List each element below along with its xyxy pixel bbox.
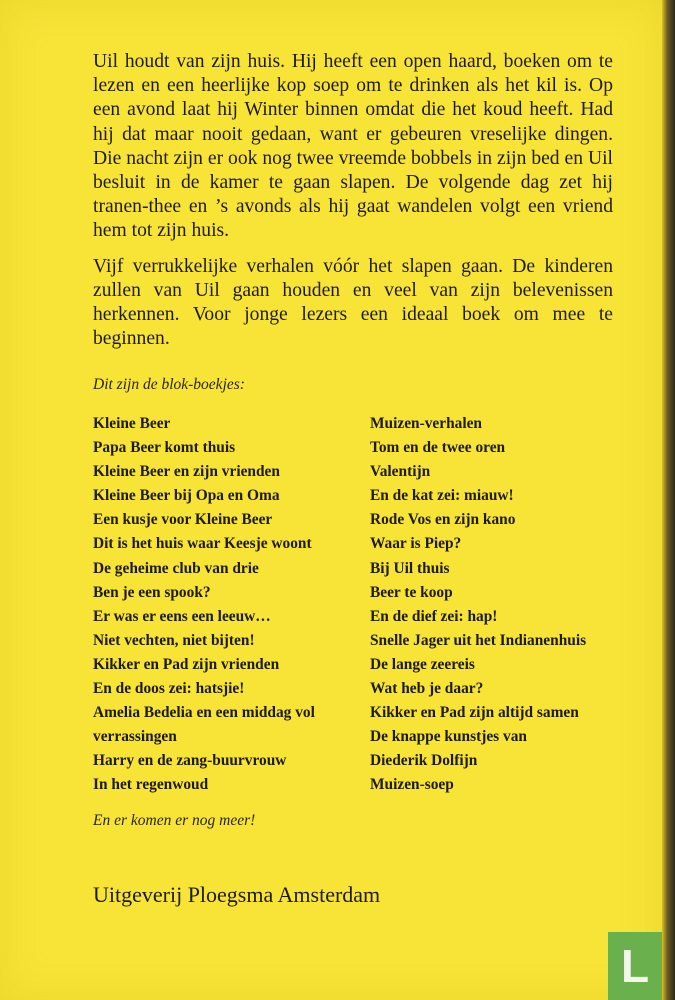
title-item: Kleine Beer bij Opa en Oma xyxy=(93,487,280,505)
title-item: De knappe kunstjes van xyxy=(370,728,527,746)
title-item: Beer te koop xyxy=(370,583,453,601)
blurb-paragraph-1: Uil houdt van zijn huis. Hij heeft een open haard, boeken om te lezen en een heerlijke kop soep om te drinken als het kil is. Op een avond laat hij Winter binnen omdat die het koud heeft. Had hij dat maar nooit gedaan, want er gebeuren vreselijke dingen. Die nacht zijn er ook nog twee vreemde bobbels in zijn bed en Uil besluit in de kamer te gaan slapen. De volgende dag zet hij tranen-thee en ’s avonds als hij gaat wandelen volgt een vriend hem tot zijn huis. xyxy=(93,51,613,242)
title-item: Kikker en Pad zijn vrienden xyxy=(93,655,280,673)
title-item: Kikker en Pad zijn altijd samen xyxy=(370,704,579,722)
title-item: En de doos zei: hatsjie! xyxy=(93,680,245,698)
title-item: Harry en de zang-buurvrouw xyxy=(93,752,287,770)
watermark-badge xyxy=(608,932,662,1000)
title-item: verrassingen xyxy=(93,728,177,746)
title-item: Diederik Dolfijn xyxy=(370,752,478,770)
title-item: Muizen-soep xyxy=(370,776,454,794)
title-item: Dit is het huis waar Keesje woont xyxy=(93,535,312,553)
title-item: Rode Vos en zijn kano xyxy=(370,511,516,529)
series-outro: En er komen er nog meer! xyxy=(93,812,256,829)
title-item: Valentijn xyxy=(370,463,431,481)
title-item: Er was er eens een leeuw… xyxy=(93,607,271,625)
book-spine-edge xyxy=(662,0,675,1000)
title-item: Wat heb je daar? xyxy=(370,680,484,698)
title-item: In het regenwoud xyxy=(93,776,209,794)
title-item: Waar is Piep? xyxy=(370,535,462,553)
title-item: Ben je een spook? xyxy=(93,583,211,601)
title-item: Amelia Bedelia en een middag vol xyxy=(93,704,315,722)
title-item: Snelle Jager uit het Indianenhuis xyxy=(370,631,587,649)
watermark-letter: L xyxy=(620,940,650,992)
title-item: En de dief zei: hap! xyxy=(370,607,498,625)
series-intro: Dit zijn de blok-boekjes: xyxy=(93,376,245,393)
title-item: Een kusje voor Kleine Beer xyxy=(93,511,273,529)
title-item: Bij Uil thuis xyxy=(370,559,450,577)
titles-list-left xyxy=(93,412,353,798)
title-item: Kleine Beer en zijn vrienden xyxy=(93,463,280,481)
title-item: Muizen-verhalen xyxy=(370,415,482,432)
blurb-paragraph-2: Vijf verrukkelijke verhalen vóór het slapen gaan. De kinderen zullen van Uil gaan houden en veel van zijn belevenissen herkennen. Voor jonge lezers een ideaal boek om mee te beginnen. xyxy=(93,255,613,350)
titles-list-right xyxy=(370,412,630,798)
title-item: Papa Beer komt thuis xyxy=(93,439,236,457)
title-item: Kleine Beer xyxy=(93,415,171,432)
title-item: De lange zeereis xyxy=(370,655,475,673)
blurb xyxy=(93,50,613,362)
publisher-name: Uitgeverij Ploegsma Amsterdam xyxy=(93,882,381,907)
title-item: En de kat zei: miauw! xyxy=(370,487,514,505)
title-item: Tom en de twee oren xyxy=(370,439,506,457)
title-item: Niet vechten, niet bijten! xyxy=(93,631,255,649)
title-item: De geheime club van drie xyxy=(93,559,259,577)
